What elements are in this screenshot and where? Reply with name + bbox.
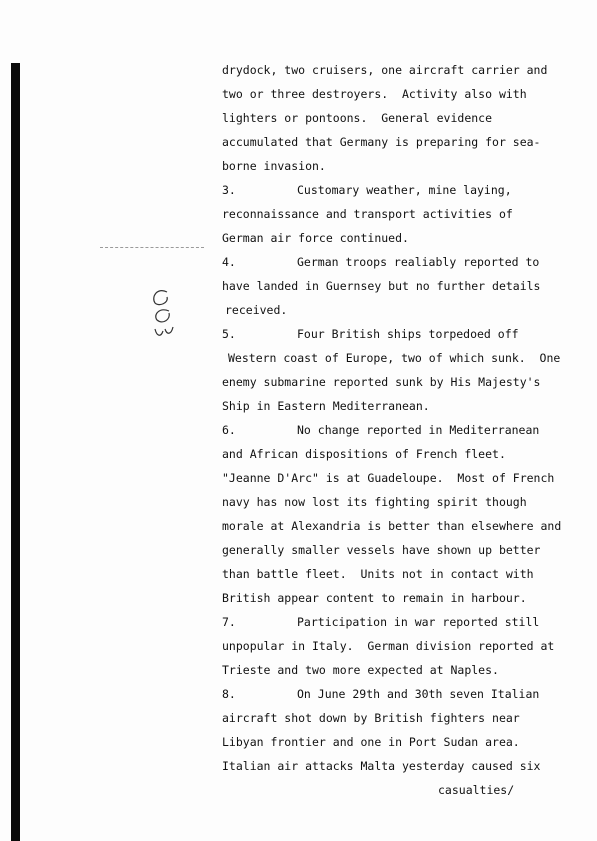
text-line: aircraft shot down by British fighters near	[222, 711, 520, 725]
text-line: borne invasion.	[222, 159, 326, 173]
text-line: received.	[225, 303, 288, 317]
text-line: navy has now lost its fighting spirit though	[222, 495, 527, 509]
text-line: morale at Alexandria is better than elsewhere and	[222, 519, 562, 533]
text-line: Trieste and two more expected at Naples.	[222, 663, 499, 677]
text-line: Libyan frontier and one in Port Sudan area.	[222, 735, 520, 749]
paragraph-number: 3.	[222, 183, 236, 197]
paragraph-number: 5.	[222, 327, 236, 341]
text-line: British appear content to remain in harbour.	[222, 591, 527, 605]
text-line: and African dispositions of French fleet.	[222, 447, 506, 461]
paragraph-number: 7.	[222, 615, 236, 629]
text-line: have landed in Guernsey but no further details	[222, 279, 541, 293]
text-line: Western coast of Europe, two of which sunk. One	[228, 351, 561, 365]
text-line: Italian air attacks Malta yesterday caused six	[222, 759, 541, 773]
paragraph-first-line: Four British ships torpedoed off	[297, 327, 519, 341]
text-line: lighters or pontoons. General evidence	[222, 111, 493, 125]
typed-text-body	[222, 58, 582, 802]
paragraph-4	[222, 250, 582, 274]
text-line: than battle fleet. Units not in contact with	[222, 567, 534, 581]
paragraph-6	[222, 418, 582, 442]
text-line: enemy submarine reported sunk by His Majesty's	[222, 375, 541, 389]
paragraph-first-line: On June 29th and 30th seven Italian	[297, 687, 540, 701]
paragraph-7	[222, 610, 582, 634]
paragraph-first-line: Participation in war reported still	[297, 615, 540, 629]
text-line: accumulated that Germany is preparing for sea-	[222, 135, 541, 149]
paragraph-first-line: Customary weather, mine laying,	[297, 183, 512, 197]
paragraph-3	[222, 178, 582, 202]
paragraph-number: 6.	[222, 423, 236, 437]
text-line: reconnaissance and transport activities of	[222, 207, 513, 221]
text-line: "Jeanne D'Arc" is at Guadeloupe. Most of French	[222, 471, 555, 485]
text-line: unpopular in Italy. German division reported at	[222, 639, 555, 653]
catchword: casualties/	[438, 783, 515, 797]
binding-edge	[11, 63, 20, 841]
text-line: generally smaller vessels have shown up better	[222, 543, 541, 557]
paragraph-5	[222, 322, 582, 346]
paragraph-8	[222, 682, 582, 706]
paragraph-number: 8.	[222, 687, 236, 701]
margin-rule	[100, 247, 204, 248]
paragraph-first-line: German troops realiably reported to	[297, 255, 540, 269]
text-line: two or three destroyers. Activity also with	[222, 87, 527, 101]
folio-number-handwritten	[147, 287, 179, 339]
text-line: German air force continued.	[222, 231, 409, 245]
paragraph-number: 4.	[222, 255, 236, 269]
text-line: Ship in Eastern Mediterranean.	[222, 399, 430, 413]
paragraph-first-line: No change reported in Mediterranean	[297, 423, 540, 437]
text-line: drydock, two cruisers, one aircraft carrier and	[222, 63, 548, 77]
